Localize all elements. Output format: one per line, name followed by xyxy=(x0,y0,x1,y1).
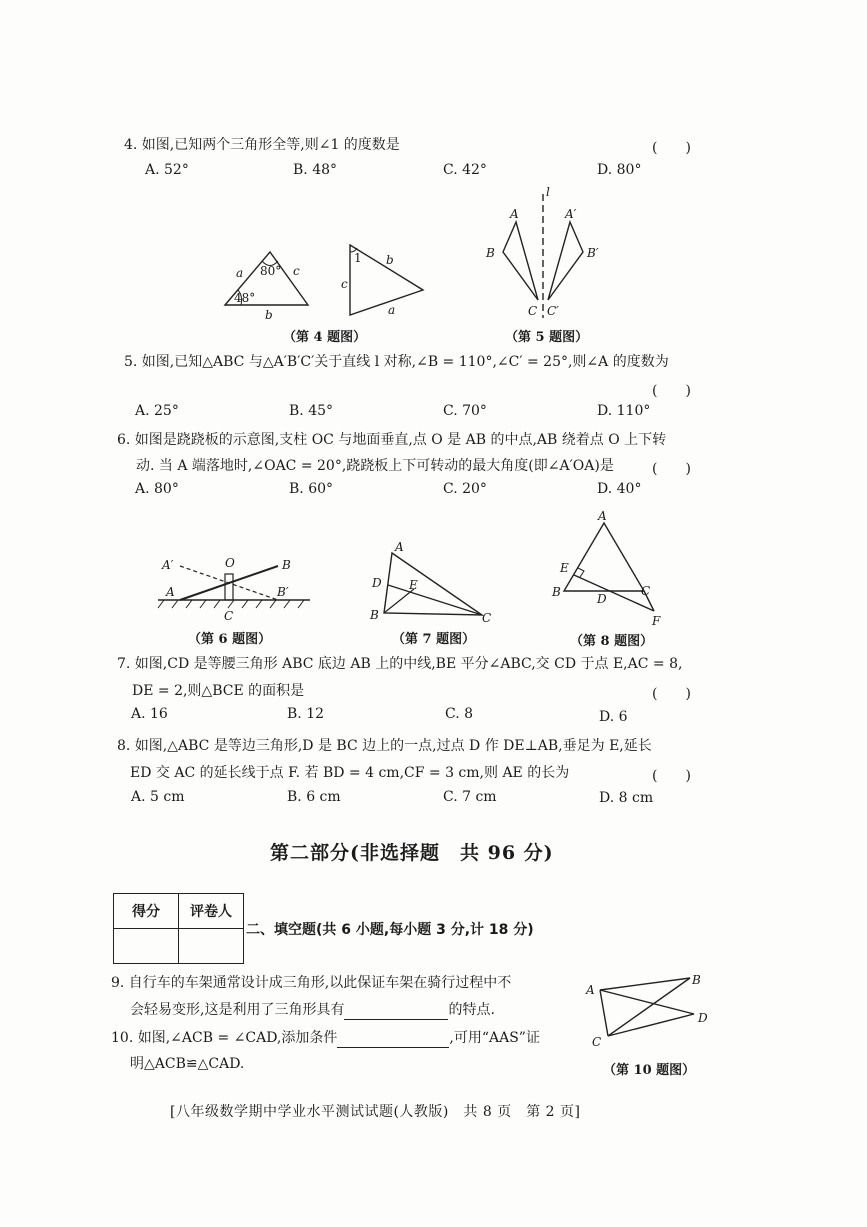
figure-8 xyxy=(548,505,678,630)
fig4-label-80: 80° xyxy=(260,264,282,278)
fig7-label-c: C xyxy=(482,611,492,625)
fig6-label-b: B xyxy=(282,558,291,572)
q5-option-a: A. 25° xyxy=(135,403,179,419)
fig7-caption: （第 7 题图） xyxy=(392,632,476,647)
q4-option-c: C. 42° xyxy=(443,162,487,178)
q4-option-d: D. 80° xyxy=(597,162,642,178)
q6-option-a: A. 80° xyxy=(135,481,179,497)
q7-option-b: B. 12 xyxy=(287,706,325,722)
fig5-label-a: A xyxy=(510,207,519,221)
q10-stem-line1 xyxy=(111,1028,540,1048)
q9-text-before: 会轻易变形,这是利用了三角形具有 xyxy=(130,1002,345,1018)
fig6-label-a: A xyxy=(166,585,175,599)
fig4-label-c2: c xyxy=(341,277,348,291)
fig4-label-1: 1 xyxy=(354,251,362,265)
fig4-label-c: c xyxy=(293,264,300,278)
q5-answer-bracket: ( ) xyxy=(652,383,691,399)
figure-5 xyxy=(478,182,618,322)
fig6-label-b-prime: B′ xyxy=(277,585,289,599)
score-cell[interactable] xyxy=(114,929,179,964)
q8-option-a: A. 5 cm xyxy=(131,789,185,805)
q7-answer-bracket: ( ) xyxy=(652,686,691,702)
fig6-label-a-prime: A′ xyxy=(162,558,174,572)
q8-answer-bracket: ( ) xyxy=(652,768,691,784)
q4-answer-bracket: ( ) xyxy=(652,140,691,156)
part2-title: 第二部分(非选择题 共 96 分) xyxy=(270,842,554,864)
q4-stem: 4. 如图,已知两个三角形全等,则∠1 的度数是 xyxy=(124,137,400,153)
fig10-label-d: D xyxy=(698,1011,708,1025)
fig4-label-48: 48° xyxy=(234,291,256,305)
q8-option-c: C. 7 cm xyxy=(443,789,497,805)
grader-header: 评卷人 xyxy=(179,894,244,929)
fig8-label-f: F xyxy=(652,614,661,628)
q6-answer-bracket: ( ) xyxy=(652,461,691,477)
q4-option-b: B. 48° xyxy=(293,162,338,178)
fig4-label-a: a xyxy=(236,266,244,280)
q8-option-d: D. 8 cm xyxy=(599,790,654,806)
q4-option-a: A. 52° xyxy=(145,162,189,178)
q7-stem-line2: DE = 2,则△BCE 的面积是 xyxy=(132,683,305,699)
fig8-label-c: C xyxy=(641,584,651,598)
fig6-label-o: O xyxy=(225,556,235,570)
q5-option-c: C. 70° xyxy=(443,403,487,419)
fig8-label-d: D xyxy=(597,592,607,606)
figure-10 xyxy=(582,966,722,1048)
q9-stem-line1: 9. 自行车的车架通常设计成三角形,以此保证车架在骑行过程中不 xyxy=(111,975,512,991)
fig5-label-l: l xyxy=(546,185,550,199)
fig10-label-b: B xyxy=(692,973,701,987)
fig5-label-c-prime: C′ xyxy=(547,304,559,318)
score-header: 得分 xyxy=(114,894,179,929)
figure-7 xyxy=(362,535,502,625)
fig5-label-a-prime: A′ xyxy=(565,207,577,221)
fig6-caption: （第 6 题图） xyxy=(188,632,272,647)
fig10-label-c: C xyxy=(592,1035,602,1048)
q6-option-d: D. 40° xyxy=(597,481,642,497)
q7-option-c: C. 8 xyxy=(445,706,474,722)
q9-answer-blank[interactable] xyxy=(344,1003,448,1020)
q9-stem-line2 xyxy=(130,1000,495,1020)
section2-title: 二、填空题(共 6 小题,每小题 3 分,计 18 分) xyxy=(246,922,534,938)
page-footer: [八年级数学期中学业水平测试试题(人教版) 共 8 页 第 2 页] xyxy=(170,1104,581,1120)
q10-stem-line2: 明△ACB≌△CAD. xyxy=(130,1056,245,1072)
q8-option-b: B. 6 cm xyxy=(287,789,341,805)
fig7-label-e: E xyxy=(409,578,418,592)
q9-text-after: 的特点. xyxy=(448,1002,495,1018)
fig7-label-d: D xyxy=(372,576,382,590)
q8-stem-line1: 8. 如图,△ABC 是等边三角形,D 是 BC 边上的一点,过点 D 作 DE⊥AB,垂足为 E,延长 xyxy=(117,738,652,754)
fig10-caption: （第 10 题图） xyxy=(603,1063,696,1078)
q6-option-b: B. 60° xyxy=(289,481,334,497)
fig7-label-a: A xyxy=(395,540,404,554)
q5-option-d: D. 110° xyxy=(597,403,651,419)
fig4-label-b: b xyxy=(265,308,273,322)
fig6-label-c: C xyxy=(224,609,234,623)
fig8-label-e: E xyxy=(560,561,569,575)
q10-text-before: 10. 如图,∠ACB = ∠CAD,添加条件 xyxy=(111,1030,338,1046)
fig8-label-b: B xyxy=(552,585,561,599)
fig10-label-a: A xyxy=(586,983,595,997)
fig5-label-b-prime: B′ xyxy=(587,246,599,260)
q8-stem-line2: ED 交 AC 的延长线于点 F. 若 BD = 4 cm,CF = 3 cm,则 AE 的长为 xyxy=(130,765,570,781)
q6-stem-line1: 6. 如图是跷跷板的示意图,支柱 OC 与地面垂直,点 O 是 AB 的中点,AB 绕着点 O 上下转 xyxy=(117,432,667,448)
fig5-label-b: B xyxy=(486,246,495,260)
fig7-label-b: B xyxy=(370,608,379,622)
q6-stem-line2: 动. 当 A 端落地时,∠OAC = 20°,跷跷板上下可转动的最大角度(即∠A′OA)是 xyxy=(136,458,614,474)
q6-option-c: C. 20° xyxy=(443,481,487,497)
q10-text-after: ,可用“AAS”证 xyxy=(449,1030,540,1046)
q10-answer-blank[interactable] xyxy=(337,1031,449,1048)
q5-stem: 5. 如图,已知△ABC 与△A′B′C′关于直线 l 对称,∠B = 110°,∠C′ = 25°,则∠A 的度数为 xyxy=(124,354,669,370)
fig4-label-b2: b xyxy=(386,253,394,267)
grader-cell[interactable] xyxy=(179,929,244,964)
q7-option-a: A. 16 xyxy=(131,706,168,722)
fig4-label-a2: a xyxy=(388,303,396,317)
score-table xyxy=(113,893,244,964)
fig8-caption: （第 8 题图） xyxy=(570,634,654,649)
q5-option-b: B. 45° xyxy=(289,403,334,419)
q7-option-d: D. 6 xyxy=(599,709,628,725)
fig5-label-c: C xyxy=(528,304,538,318)
figure-4 xyxy=(210,230,440,325)
figure-6 xyxy=(150,552,320,624)
fig5-caption: （第 5 题图） xyxy=(505,330,589,345)
fig4-caption: （第 4 题图） xyxy=(283,330,367,345)
q7-stem-line1: 7. 如图,CD 是等腰三角形 ABC 底边 AB 上的中线,BE 平分∠ABC,交 CD 于点 E,AC = 8, xyxy=(117,656,683,672)
fig8-label-a: A xyxy=(598,509,607,523)
